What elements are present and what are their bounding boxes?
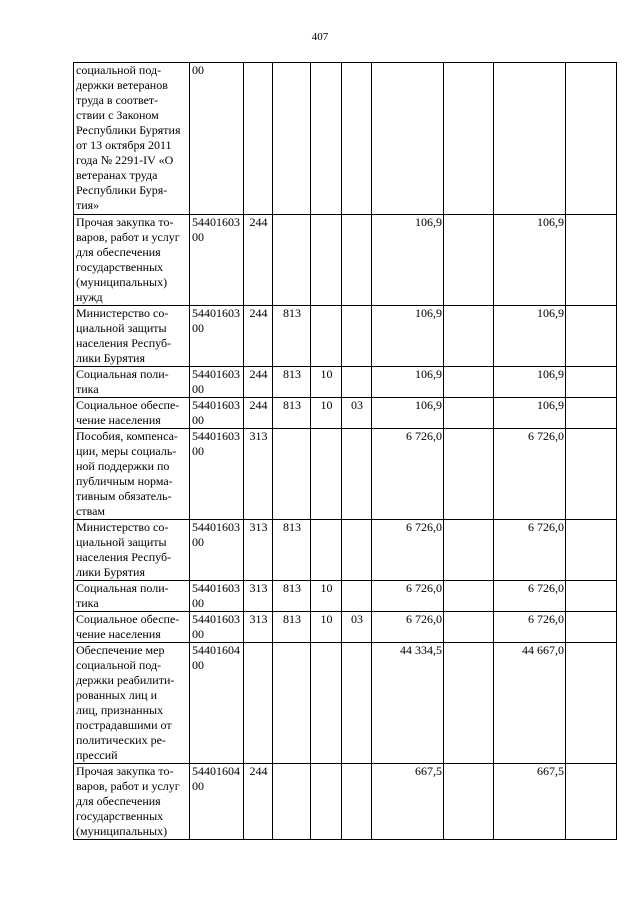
cell-value: 03	[351, 398, 363, 412]
cell-value: 106,9	[415, 398, 442, 412]
table-row	[74, 643, 617, 764]
cell-expense-type	[244, 306, 273, 367]
cell-line: 54401603	[192, 367, 240, 381]
table-row	[74, 367, 617, 398]
cell-line: 54401603	[192, 612, 240, 626]
cell-value: 6 726,0	[528, 429, 564, 443]
cell-amount-4	[566, 581, 617, 612]
cell-line: 54401603	[192, 215, 240, 229]
cell-value: 106,9	[537, 398, 564, 412]
cell-line: ствии с Законом	[76, 108, 159, 122]
cell-value: 313	[249, 581, 268, 595]
cell-subsection	[342, 215, 372, 306]
cell-value: 106,9	[537, 215, 564, 229]
cell-line: варов, работ и услуг	[76, 230, 180, 244]
budget-table	[73, 62, 617, 840]
cell-line: 00	[192, 413, 204, 427]
cell-name	[74, 581, 190, 612]
cell-value: 6 726,0	[528, 581, 564, 595]
cell-amount-3	[494, 643, 566, 764]
cell-subsection	[342, 63, 372, 215]
cell-line: 54401603	[192, 398, 240, 412]
table-row	[74, 215, 617, 306]
cell-subsection	[342, 764, 372, 840]
cell-name	[74, 367, 190, 398]
cell-amount-4	[566, 612, 617, 643]
cell-line: ной поддержки по	[76, 459, 170, 473]
cell-line: 54401603	[192, 520, 240, 534]
cell-value: 106,9	[537, 306, 564, 320]
cell-line: ветеранах труда	[76, 168, 158, 182]
cell-amount-4	[566, 398, 617, 429]
cell-amount-3	[494, 367, 566, 398]
cell-target-code	[190, 612, 244, 643]
cell-target-code	[190, 520, 244, 581]
cell-amount-4	[566, 306, 617, 367]
cell-line: 00	[192, 63, 204, 77]
cell-amount-3	[494, 612, 566, 643]
cell-value: 244	[249, 764, 268, 778]
cell-department	[273, 429, 311, 520]
cell-line: для обеспечения	[76, 794, 161, 808]
cell-section	[311, 398, 342, 429]
cell-line: 00	[192, 230, 204, 244]
cell-line: прессий	[76, 748, 118, 762]
table-row	[74, 581, 617, 612]
table-row	[74, 764, 617, 840]
cell-subsection	[342, 398, 372, 429]
cell-amount-2	[444, 643, 494, 764]
cell-department	[273, 643, 311, 764]
cell-line: Республики Бурятия	[76, 123, 181, 137]
page-number: 407	[311, 31, 329, 43]
cell-line: социальной под-	[76, 63, 162, 77]
cell-amount-1	[372, 643, 444, 764]
cell-value: 44 334,5	[400, 643, 442, 657]
cell-line: тика	[76, 596, 99, 610]
cell-name	[74, 398, 190, 429]
cell-value: 813	[283, 367, 301, 381]
cell-line: года № 2291-IV «О	[76, 153, 174, 167]
table-row	[74, 306, 617, 367]
cell-expense-type	[244, 612, 273, 643]
cell-line: чение населения	[76, 627, 161, 641]
cell-amount-4	[566, 429, 617, 520]
cell-subsection	[342, 306, 372, 367]
cell-line: Обеспечение мер	[76, 643, 165, 657]
cell-name	[74, 764, 190, 840]
cell-name	[74, 612, 190, 643]
cell-amount-2	[444, 306, 494, 367]
cell-section	[311, 581, 342, 612]
table-row	[74, 398, 617, 429]
cell-line: ции, меры социаль-	[76, 444, 177, 458]
cell-value: 6 726,0	[406, 429, 442, 443]
cell-amount-2	[444, 612, 494, 643]
cell-subsection	[342, 643, 372, 764]
cell-line: от 13 октября 2011	[76, 138, 172, 152]
cell-amount-2	[444, 581, 494, 612]
cell-value: 6 726,0	[406, 520, 442, 534]
cell-value: 244	[249, 398, 268, 412]
table-row	[74, 612, 617, 643]
cell-value: 106,9	[415, 215, 442, 229]
cell-amount-2	[444, 367, 494, 398]
cell-amount-1	[372, 520, 444, 581]
cell-section	[311, 63, 342, 215]
cell-line: пострадавшими от	[76, 718, 172, 732]
cell-department	[273, 764, 311, 840]
cell-line: Социальная поли-	[76, 367, 169, 381]
cell-line: 00	[192, 382, 204, 396]
cell-amount-3	[494, 429, 566, 520]
cell-value: 106,9	[415, 367, 442, 381]
cell-section	[311, 306, 342, 367]
cell-amount-2	[444, 429, 494, 520]
cell-value: 10	[320, 367, 333, 381]
table-row	[74, 520, 617, 581]
cell-section	[311, 520, 342, 581]
cell-line: публичным норма-	[76, 474, 173, 488]
cell-value: 106,9	[537, 367, 564, 381]
cell-amount-2	[444, 764, 494, 840]
cell-target-code	[190, 643, 244, 764]
cell-amount-1	[372, 581, 444, 612]
cell-department	[273, 581, 311, 612]
cell-value: 244	[249, 215, 268, 229]
cell-section	[311, 215, 342, 306]
cell-value: 313	[249, 612, 268, 626]
cell-amount-1	[372, 429, 444, 520]
cell-expense-type	[244, 429, 273, 520]
cell-amount-4	[566, 520, 617, 581]
cell-name	[74, 429, 190, 520]
cell-value: 03	[351, 612, 363, 626]
cell-value: 813	[283, 520, 301, 534]
cell-line: Социальное обеспе-	[76, 612, 180, 626]
cell-name	[74, 306, 190, 367]
cell-line: чение населения	[76, 413, 161, 427]
cell-value: 106,9	[415, 306, 442, 320]
cell-line: населения Респуб-	[76, 336, 172, 350]
cell-amount-4	[566, 63, 617, 215]
cell-line: 54401603	[192, 429, 240, 443]
cell-value: 10	[320, 398, 333, 412]
cell-line: 54401603	[192, 581, 240, 595]
cell-expense-type	[244, 398, 273, 429]
cell-value: 10	[320, 612, 333, 626]
cell-name	[74, 63, 190, 215]
cell-amount-1	[372, 398, 444, 429]
cell-line: (муниципальных)	[76, 824, 168, 838]
cell-amount-3	[494, 215, 566, 306]
cell-amount-4	[566, 367, 617, 398]
cell-department	[273, 215, 311, 306]
cell-target-code	[190, 306, 244, 367]
cell-target-code	[190, 764, 244, 840]
cell-name	[74, 643, 190, 764]
cell-amount-1	[372, 306, 444, 367]
cell-value: 244	[249, 306, 268, 320]
cell-department	[273, 367, 311, 398]
cell-value: 6 726,0	[528, 520, 564, 534]
cell-subsection	[342, 429, 372, 520]
cell-target-code	[190, 581, 244, 612]
cell-expense-type	[244, 764, 273, 840]
cell-section	[311, 764, 342, 840]
cell-line: 00	[192, 779, 204, 793]
cell-line: варов, работ и услуг	[76, 779, 180, 793]
cell-section	[311, 643, 342, 764]
cell-amount-2	[444, 63, 494, 215]
cell-line: ствам	[76, 504, 105, 518]
cell-line: Министерство со-	[76, 520, 169, 534]
cell-amount-1	[372, 215, 444, 306]
cell-line: тия»	[76, 198, 100, 212]
cell-value: 6 726,0	[528, 612, 564, 626]
cell-department	[273, 63, 311, 215]
cell-expense-type	[244, 520, 273, 581]
cell-value: 667,5	[415, 764, 442, 778]
cell-subsection	[342, 581, 372, 612]
cell-target-code	[190, 367, 244, 398]
cell-amount-3	[494, 581, 566, 612]
cell-line: государственных	[76, 809, 164, 823]
cell-line: держки реабилити-	[76, 673, 175, 687]
cell-expense-type	[244, 581, 273, 612]
cell-line: социальной под-	[76, 658, 162, 672]
cell-amount-4	[566, 215, 617, 306]
cell-name	[74, 215, 190, 306]
cell-line: Социальная поли-	[76, 581, 169, 595]
cell-amount-3	[494, 63, 566, 215]
cell-line: 00	[192, 627, 204, 641]
cell-department	[273, 612, 311, 643]
cell-amount-2	[444, 520, 494, 581]
cell-line: тика	[76, 382, 99, 396]
cell-value: 813	[283, 581, 301, 595]
cell-line: лиц, признанных	[76, 703, 164, 717]
cell-amount-4	[566, 764, 617, 840]
cell-line: Пособия, компенса-	[76, 429, 178, 443]
cell-subsection	[342, 612, 372, 643]
cell-value: 6 726,0	[406, 612, 442, 626]
cell-expense-type	[244, 643, 273, 764]
cell-amount-3	[494, 306, 566, 367]
cell-value: 10	[320, 581, 333, 595]
cell-line: нужд	[76, 290, 103, 304]
cell-line: лики Бурятия	[76, 565, 145, 579]
cell-line: циальной защиты	[76, 321, 167, 335]
cell-amount-1	[372, 63, 444, 215]
cell-line: 00	[192, 535, 204, 549]
cell-line: (муниципальных)	[76, 275, 168, 289]
cell-amount-1	[372, 367, 444, 398]
cell-line: Прочая закупка то-	[76, 215, 174, 229]
cell-value: 813	[283, 306, 301, 320]
cell-name	[74, 520, 190, 581]
cell-line: 54401604	[192, 643, 240, 657]
cell-line: 54401603	[192, 306, 240, 320]
cell-line: держки ветеранов	[76, 78, 168, 92]
cell-line: 00	[192, 658, 204, 672]
cell-section	[311, 429, 342, 520]
cell-amount-3	[494, 398, 566, 429]
cell-value: 313	[249, 429, 268, 443]
cell-department	[273, 306, 311, 367]
table-row	[74, 429, 617, 520]
cell-value: 6 726,0	[406, 581, 442, 595]
cell-subsection	[342, 367, 372, 398]
cell-department	[273, 520, 311, 581]
cell-expense-type	[244, 215, 273, 306]
cell-value: 44 667,0	[522, 643, 564, 657]
cell-value: 244	[249, 367, 268, 381]
cell-line: 00	[192, 596, 204, 610]
cell-line: 00	[192, 444, 204, 458]
cell-value: 813	[283, 612, 301, 626]
cell-line: лики Бурятия	[76, 351, 145, 365]
cell-line: тивным обязатель-	[76, 489, 172, 503]
cell-amount-3	[494, 520, 566, 581]
cell-line: труда в соответ-	[76, 93, 159, 107]
table-row	[74, 63, 617, 215]
cell-section	[311, 612, 342, 643]
cell-line: Социальное обеспе-	[76, 398, 180, 412]
cell-line: населения Респуб-	[76, 550, 172, 564]
cell-line: 00	[192, 321, 204, 335]
cell-amount-1	[372, 764, 444, 840]
cell-line: рованных лиц и	[76, 688, 157, 702]
cell-line: Республики Буря-	[76, 183, 168, 197]
cell-line: государственных	[76, 260, 164, 274]
cell-subsection	[342, 520, 372, 581]
cell-amount-1	[372, 612, 444, 643]
cell-expense-type	[244, 63, 273, 215]
cell-department	[273, 398, 311, 429]
cell-line: Прочая закупка то-	[76, 764, 174, 778]
cell-line: для обеспечения	[76, 245, 161, 259]
cell-value: 813	[283, 398, 301, 412]
cell-amount-4	[566, 643, 617, 764]
table-body	[74, 63, 617, 840]
cell-amount-3	[494, 764, 566, 840]
cell-section	[311, 367, 342, 398]
cell-line: 54401604	[192, 764, 240, 778]
cell-line: циальной защиты	[76, 535, 167, 549]
cell-target-code	[190, 429, 244, 520]
cell-target-code	[190, 63, 244, 215]
cell-line: политических ре-	[76, 733, 166, 747]
cell-line: Министерство со-	[76, 306, 169, 320]
cell-target-code	[190, 398, 244, 429]
cell-amount-2	[444, 398, 494, 429]
cell-value: 667,5	[537, 764, 564, 778]
cell-expense-type	[244, 367, 273, 398]
cell-amount-2	[444, 215, 494, 306]
cell-value: 313	[249, 520, 268, 534]
cell-target-code	[190, 215, 244, 306]
